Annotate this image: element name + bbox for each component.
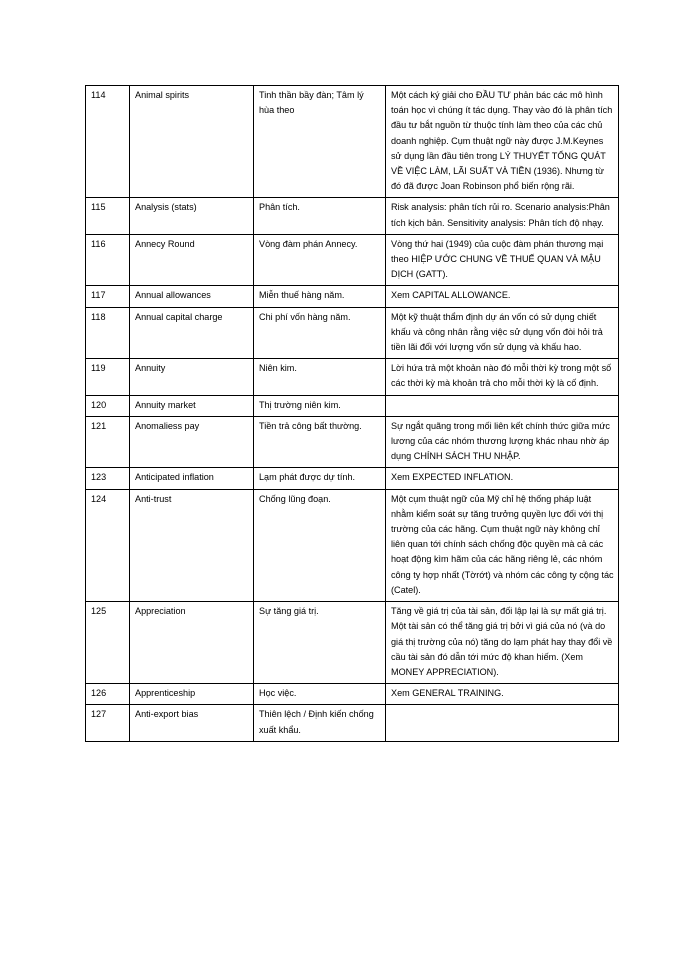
entry-number-cell: 125 — [86, 602, 130, 684]
vietnamese-term-cell: Tiền trả công bất thường. — [254, 416, 386, 468]
table-row — [86, 468, 619, 489]
table-row — [86, 416, 619, 468]
english-term-cell: Annuity market — [130, 395, 254, 416]
vietnamese-definition-cell: Vòng thứ hai (1949) của cuộc đàm phán thương mại theo HIỆP ƯỚC CHUNG VỀ THUẾ QUAN VÀ MẬU DỊCH (GATT). — [386, 234, 619, 286]
vietnamese-term-cell: Học việc. — [254, 684, 386, 705]
vietnamese-definition-cell: Xem CAPITAL ALLOWANCE. — [386, 286, 619, 307]
entry-number-cell: 123 — [86, 468, 130, 489]
table-row — [86, 489, 619, 601]
vietnamese-term-cell: Miễn thuế hàng năm. — [254, 286, 386, 307]
english-term-cell: Appreciation — [130, 602, 254, 684]
vietnamese-term-cell: Niên kim. — [254, 359, 386, 395]
table-row — [86, 684, 619, 705]
table-row — [86, 198, 619, 234]
table-row — [86, 86, 619, 198]
vietnamese-definition-cell: Lời hứa trả một khoản nào đó mỗi thời kỳ trong một số các thời kỳ mà khoản trả cho mỗi thời kỳ là cố định. — [386, 359, 619, 395]
english-term-cell: Anomaliess pay — [130, 416, 254, 468]
vietnamese-term-cell: Phân tích. — [254, 198, 386, 234]
table-row — [86, 359, 619, 395]
table-row — [86, 602, 619, 684]
vietnamese-term-cell: Tinh thần bầy đàn; Tâm lý hùa theo — [254, 86, 386, 198]
table-row — [86, 234, 619, 286]
table-row — [86, 307, 619, 359]
english-term-cell: Anti-export bias — [130, 705, 254, 741]
vietnamese-term-cell: Chi phí vốn hàng năm. — [254, 307, 386, 359]
vietnamese-definition-cell: Risk analysis: phân tích rủi ro. Scenario analysis:Phân tích kịch bản. Sensitivity analysis: Phân tích độ nhạy. — [386, 198, 619, 234]
vietnamese-definition-cell: Một kỹ thuật thẩm định dự án vốn có sử dụng chiết khấu và công nhân rằng việc sử dụng vốn đòi hỏi trả tiền lãi đối với lượng vốn sử dụng và khấu hao. — [386, 307, 619, 359]
table-row — [86, 705, 619, 741]
vietnamese-term-cell: Vòng đàm phán Annecy. — [254, 234, 386, 286]
entry-number-cell: 114 — [86, 86, 130, 198]
vietnamese-term-cell: Chống lũng đoạn. — [254, 489, 386, 601]
entry-number-cell: 124 — [86, 489, 130, 601]
entry-number-cell: 118 — [86, 307, 130, 359]
entry-number-cell: 121 — [86, 416, 130, 468]
vietnamese-term-cell: Thị trường niên kim. — [254, 395, 386, 416]
english-term-cell: Annual allowances — [130, 286, 254, 307]
glossary-table — [85, 85, 619, 742]
entry-number-cell: 117 — [86, 286, 130, 307]
english-term-cell: Annecy Round — [130, 234, 254, 286]
vietnamese-term-cell: Thiên lệch / Định kiến chống xuất khẩu. — [254, 705, 386, 741]
english-term-cell: Apprenticeship — [130, 684, 254, 705]
vietnamese-definition-cell: Một cách ký giải cho ĐẦU TƯ phản bác các mô hình toán học vì chúng ít tác dụng. Thay vào đó là phân tích đầu tư bắt nguồn từ thuộc tính làm theo của các chủ doanh nghiệp. Cụm thuật ngữ này được J.M.Keynes sử dụng lần đầu tiên trong LÝ THUYẾT TỔNG QUÁT VỀ VIỆC LÀM, LÃI SUẤT VÀ TIỀN (1936). Nhưng từ đó đã được Joan Robinson phổ biến rộng rãi. — [386, 86, 619, 198]
english-term-cell: Anticipated inflation — [130, 468, 254, 489]
entry-number-cell: 116 — [86, 234, 130, 286]
table-row — [86, 286, 619, 307]
english-term-cell: Annuity — [130, 359, 254, 395]
vietnamese-definition-cell: Xem GENERAL TRAINING. — [386, 684, 619, 705]
entry-number-cell: 115 — [86, 198, 130, 234]
english-term-cell: Anti-trust — [130, 489, 254, 601]
english-term-cell: Animal spirits — [130, 86, 254, 198]
glossary-table-body — [86, 86, 619, 742]
vietnamese-term-cell: Lạm phát được dự tính. — [254, 468, 386, 489]
vietnamese-definition-cell: Xem EXPECTED INFLATION. — [386, 468, 619, 489]
table-row — [86, 395, 619, 416]
english-term-cell: Annual capital charge — [130, 307, 254, 359]
entry-number-cell: 127 — [86, 705, 130, 741]
vietnamese-definition-cell — [386, 705, 619, 741]
entry-number-cell: 126 — [86, 684, 130, 705]
vietnamese-definition-cell: Tăng về giá trị của tài sản, đối lập lại là sự mất giá trị. Một tài sản có thể tăng giá trị bởi vì giá của nó (và do giá thị trường của nó) tăng do lạm phát hay thay đổi về cầu tài sản đó dẫn tới mức độ khan hiếm. (Xem MONEY APPRECIATION). — [386, 602, 619, 684]
vietnamese-definition-cell — [386, 395, 619, 416]
entry-number-cell: 119 — [86, 359, 130, 395]
entry-number-cell: 120 — [86, 395, 130, 416]
vietnamese-definition-cell: Sự ngắt quãng trong mối liên kết chính thức giữa mức lương của các nhóm thương lượng khác nhau nhờ áp dụng CHÍNH SÁCH THU NHẬP. — [386, 416, 619, 468]
vietnamese-definition-cell: Một cụm thuật ngữ của Mỹ chỉ hệ thống pháp luật nhằm kiểm soát sự tăng trưởng quyền lực đối với thị trường của các hãng. Cụm thuật ngữ này không chỉ liên quan tới chính sách chống độc quyền mà cả các hoạt động kìm hãm của các hãng riêng lẻ, các nhóm công ty hợp nhất (Tờrớt) và nhóm các công ty cộng tác (Catel). — [386, 489, 619, 601]
english-term-cell: Analysis (stats) — [130, 198, 254, 234]
vietnamese-term-cell: Sự tăng giá trị. — [254, 602, 386, 684]
